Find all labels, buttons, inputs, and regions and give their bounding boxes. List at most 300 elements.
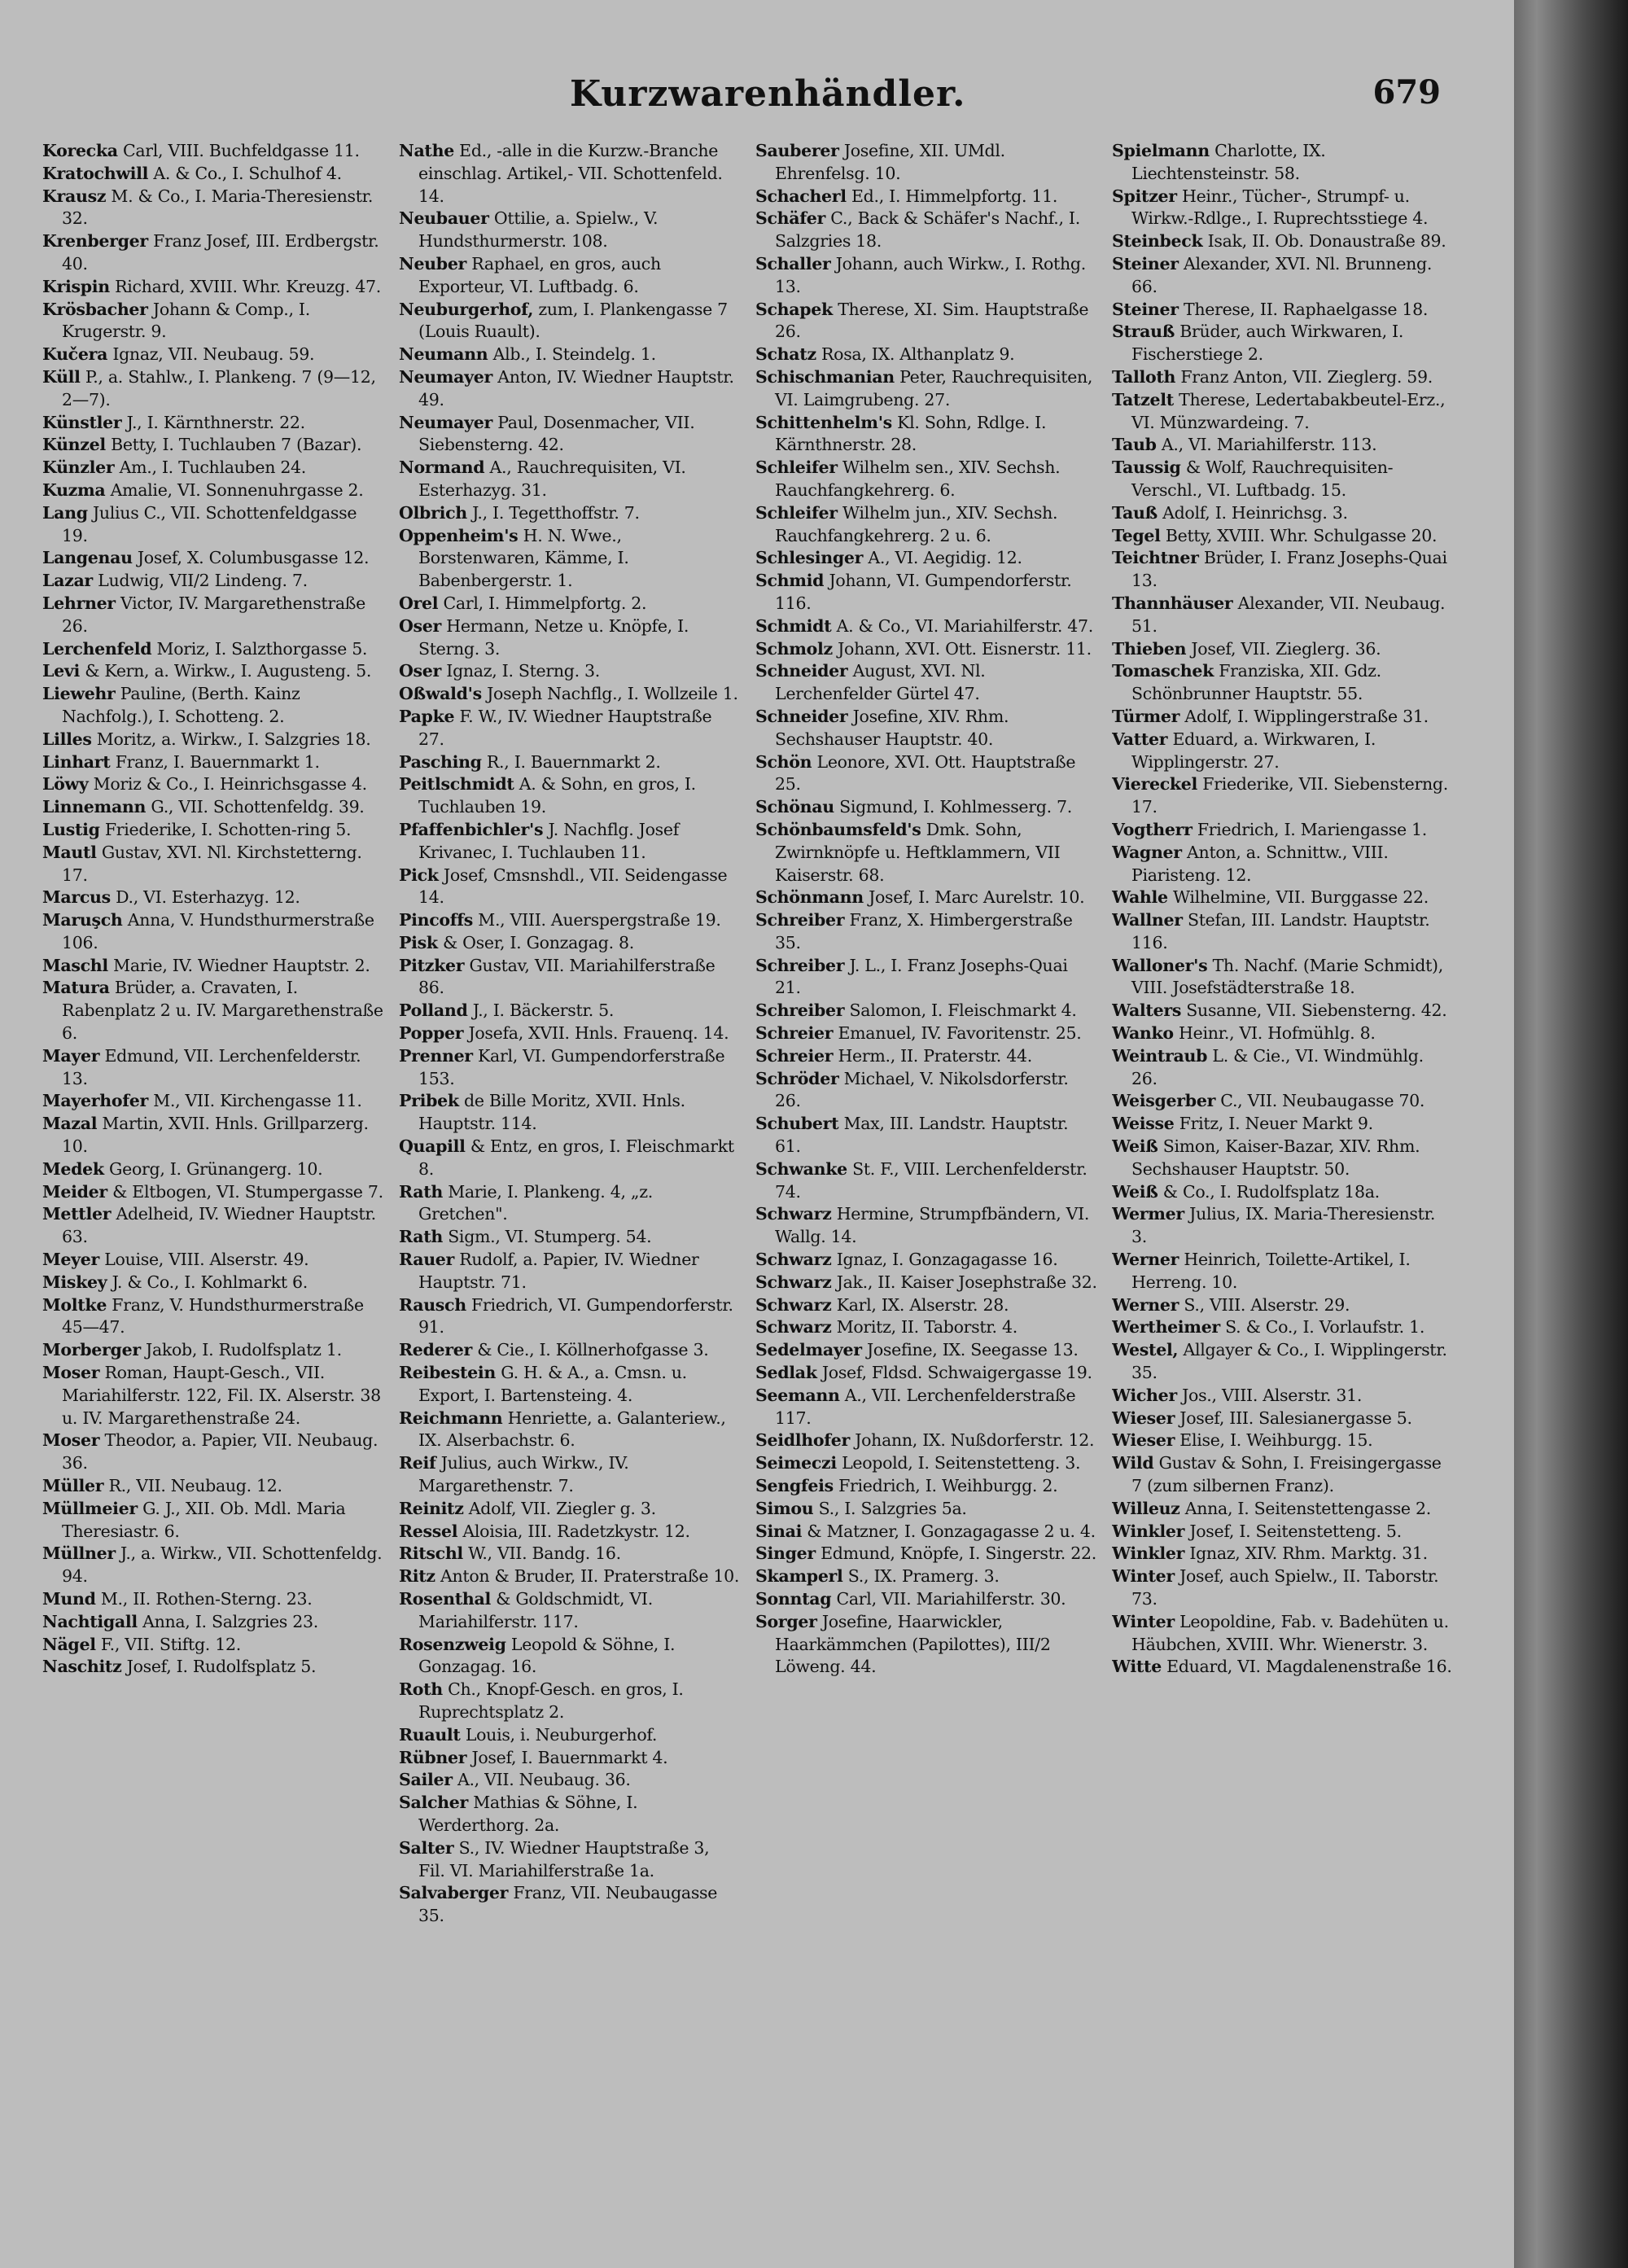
directory-entry — [755, 547, 1097, 570]
entry-details: C., VII. Neubaugasse 70. — [1220, 1091, 1425, 1111]
entry-details: Simon, Kaiser-Bazar, XIV. Rhm. Sechshauser Hauptstr. 50. — [1131, 1136, 1420, 1179]
entry-details: Carl, I. Himmelpfortg. 2. — [443, 593, 647, 613]
entry-name: Ritschl — [399, 1543, 463, 1564]
entry-name: Roth — [399, 1679, 443, 1700]
entry-name: Kučera — [42, 344, 108, 365]
directory-entry — [755, 751, 1097, 797]
entry-name: Popper — [399, 1023, 464, 1044]
entry-details: Therese, Ledertabakbeutel-Erz., VI. Münzwardeing. 7. — [1131, 389, 1446, 432]
directory-entry — [42, 1249, 384, 1272]
entry-details: C., Back & Schäfer's Nachf., I. Salzgries 18. — [775, 208, 1080, 252]
directory-entry — [42, 299, 384, 344]
entry-details: Franz, X. Himbergerstraße 35. — [775, 910, 1073, 952]
directory-entry — [755, 1452, 1097, 1475]
entry-name: Schönbaumsfeld's — [755, 819, 921, 839]
directory-entry — [1112, 1565, 1454, 1611]
entry-details: Ludwig, VII/2 Lindeng. 7. — [98, 571, 308, 591]
directory-entry — [399, 1452, 741, 1498]
entry-name: Schmolz — [755, 638, 833, 659]
directory-entry — [1112, 1408, 1454, 1430]
directory-entry — [1112, 842, 1454, 887]
entry-name: Türmer — [1112, 706, 1180, 726]
directory-entry — [42, 1430, 384, 1475]
directory-entry — [399, 593, 741, 615]
entry-details: Eduard, VI. Magdalenenstraße 16. — [1166, 1657, 1452, 1677]
entry-details: Brüder, a. Cravaten, I. Rabenplatz 2 u. IV. Margarethenstraße 6. — [62, 978, 383, 1044]
entry-details: de Bille Moritz, XVII. Hnls. Hauptstr. 114. — [418, 1091, 685, 1134]
directory-entry — [1112, 1113, 1454, 1136]
entry-details: & Co., I. Rudolfsplatz 18a. — [1162, 1181, 1380, 1202]
directory-entry — [42, 1203, 384, 1249]
directory-entry — [755, 955, 1097, 1000]
entry-name: Lang — [42, 502, 88, 523]
entry-name: Rederer — [399, 1340, 472, 1360]
entry-details: Roman, Haupt-Gesch., VII. Mariahilferstr. 122, Fil. IX. Alserstr. 38 u. IV. Margarethenstraße 24. — [62, 1363, 381, 1428]
entry-details: Moritz, II. Taborstr. 4. — [836, 1317, 1017, 1338]
directory-entry — [755, 887, 1097, 909]
entry-name: Wermer — [1112, 1204, 1184, 1224]
directory-entry — [42, 230, 384, 276]
directory-entry — [1112, 457, 1454, 502]
directory-entry — [1112, 1521, 1454, 1543]
entry-details: Ignaz, I. Sterng. 3. — [446, 661, 601, 681]
entry-name: Liewehr — [42, 684, 116, 704]
entry-details: Victor, IV. Margarethenstraße 26. — [62, 593, 365, 636]
entry-details: H. N. Wwe., Borstenwaren, Kämme, I. Babenbergerstr. 1. — [418, 525, 629, 591]
entry-details: J., I. Bäckerstr. 5. — [472, 1000, 615, 1021]
directory-entry — [1112, 1045, 1454, 1091]
directory-entry — [42, 1634, 384, 1657]
entry-name: Simou — [755, 1498, 814, 1518]
directory-entry — [1112, 502, 1454, 525]
directory-entry — [399, 299, 741, 344]
page-header — [0, 73, 1465, 130]
entry-details: Anton, IV. Wiedner Hauptstr. 49. — [418, 366, 734, 409]
entry-name: Oser — [399, 615, 442, 636]
entry-name: Müller — [42, 1476, 104, 1496]
entry-details: Friedrich, I. Mariengasse 1. — [1197, 819, 1428, 839]
entry-name: Schleifer — [755, 458, 838, 478]
entry-name: Westel, — [1112, 1340, 1179, 1360]
directory-entry — [755, 1611, 1097, 1679]
entry-name: Krispin — [42, 276, 110, 296]
entry-name: Krausz — [42, 186, 107, 206]
entry-name: Mazal — [42, 1114, 98, 1134]
entry-details: Hermine, Strumpfbändern, VI. Wallg. 14. — [775, 1204, 1090, 1247]
entry-details: A. & Co., VI. Mariahilferstr. 47. — [836, 615, 1094, 636]
directory-entry — [399, 140, 741, 208]
entry-name: Langenau — [42, 548, 133, 568]
directory-entry — [755, 1045, 1097, 1068]
entry-details: Julius, IX. Maria-Theresienstr. 3. — [1131, 1204, 1436, 1247]
directory-entry — [399, 1882, 741, 1928]
entry-name: Skamperl — [755, 1566, 843, 1587]
directory-entry — [1112, 729, 1454, 774]
entry-name: Schwarz — [755, 1250, 832, 1270]
entry-name: Steinbeck — [1112, 231, 1203, 252]
entry-details: A., VI. Mariahilferstr. 113. — [1161, 435, 1377, 455]
directory-entry — [1112, 1656, 1454, 1679]
entry-details: Wilhelm jun., XIV. Sechsh. Rauchfangkehrerg. 2 u. 6. — [775, 502, 1058, 545]
entry-details: Ignaz, VII. Neubaug. 59. — [112, 344, 315, 365]
directory-entry — [399, 1521, 741, 1543]
entry-name: Witte — [1112, 1657, 1162, 1677]
directory-entry — [1112, 955, 1454, 1000]
entry-name: Neumayer — [399, 366, 493, 387]
entry-details: Alexander, XVI. Nl. Brunneng. 66. — [1131, 253, 1433, 296]
directory-entry — [1112, 1181, 1454, 1204]
entry-name: Marcus — [42, 887, 111, 908]
entry-details: Heinr., Tücher-, Strumpf- u. Wirkw.-Rdlge., I. Ruprechtsstiege 4. — [1131, 186, 1429, 229]
directory-entry — [755, 660, 1097, 706]
directory-entry — [42, 1294, 384, 1340]
entry-name: Ressel — [399, 1521, 458, 1541]
entry-name: Schlesinger — [755, 548, 864, 568]
column-4 — [1112, 140, 1454, 2248]
directory-entry — [399, 1747, 741, 1770]
entry-name: Sauberer — [755, 141, 839, 160]
directory-entry — [1112, 525, 1454, 548]
entry-details: Franz, V. Hundsthurmerstraße 45—47. — [62, 1294, 364, 1338]
entry-name: Normand — [399, 458, 485, 478]
directory-entry — [42, 593, 384, 638]
entry-details: Josefine, XII. UMdl. Ehrenfelsg. 10. — [775, 141, 1005, 183]
entry-details: Am., I. Tuchlauben 24. — [119, 458, 307, 478]
directory-entry — [42, 1475, 384, 1498]
entry-name: Papke — [399, 706, 455, 726]
directory-entry — [42, 344, 384, 366]
entry-name: Medek — [42, 1158, 104, 1179]
entry-name: Schönmann — [755, 887, 864, 908]
directory-entry — [42, 1158, 384, 1181]
entry-details: Louis, i. Neuburgerhof. — [465, 1724, 658, 1745]
entry-details: Raphael, en gros, auch Exporteur, VI. Luftbadg. 6. — [418, 253, 661, 296]
directory-entry — [755, 1022, 1097, 1045]
entry-details: Josef, auch Spielw., II. Taborstr. 73. — [1131, 1566, 1439, 1609]
entry-details: Rosa, IX. Althanplatz 9. — [821, 344, 1015, 365]
directory-entry — [755, 638, 1097, 661]
entry-details: Karl, VI. Gumpendorferstraße 153. — [418, 1045, 725, 1088]
entry-details: S., VIII. Alserstr. 29. — [1184, 1294, 1350, 1315]
directory-entry — [399, 1000, 741, 1022]
entry-details: Brüder, auch Wirkwaren, I. Fischerstiege 2. — [1131, 322, 1404, 365]
entry-details: Anna, I. Salzgries 23. — [142, 1611, 318, 1631]
directory-entry — [755, 1475, 1097, 1498]
directory-entry — [755, 1339, 1097, 1362]
directory-entry — [399, 253, 741, 299]
directory-entry — [42, 683, 384, 729]
directory-entry — [399, 955, 741, 1000]
entry-name: Nachtigall — [42, 1611, 138, 1631]
entry-details: & Goldschmidt, VI. Mariahilferstr. 117. — [418, 1589, 653, 1631]
directory-entry — [399, 1679, 741, 1724]
entry-details: Julius C., VII. Schottenfeldgasse 19. — [62, 502, 357, 545]
directory-entry — [42, 819, 384, 842]
directory-entry — [399, 525, 741, 593]
entry-details: Josefine, IX. Seegasse 13. — [866, 1340, 1079, 1360]
entry-name: Küll — [42, 366, 81, 387]
entry-name: Pick — [399, 865, 439, 885]
directory-entry — [1112, 434, 1454, 457]
directory-entry — [1112, 140, 1454, 186]
directory-entry — [399, 412, 741, 458]
entry-details: & Wolf, Rauchrequisiten-Verschl., VI. Luftbadg. 15. — [1131, 458, 1394, 500]
entry-name: Werner — [1112, 1250, 1179, 1270]
directory-entry — [1112, 321, 1454, 366]
entry-details: Hermann, Netze u. Knöpfe, I. Sterng. 3. — [418, 615, 689, 659]
entry-details: Marie, IV. Wiedner Hauptstr. 2. — [113, 955, 370, 975]
directory-entry — [399, 615, 741, 661]
directory-entry — [399, 1022, 741, 1045]
entry-details: M., II. Rothen-Sterng. 23. — [100, 1589, 313, 1609]
entry-name: Spielmann — [1112, 141, 1210, 160]
entry-details: Michael, V. Nikolsdorferstr. 26. — [775, 1068, 1069, 1111]
directory-entry — [1112, 660, 1454, 706]
entry-name: Tomaschek — [1112, 661, 1214, 681]
entry-details: A., VII. Lerchenfelderstraße 117. — [775, 1385, 1076, 1428]
entry-details: Anton, a. Schnittw., VIII. Piaristeng. 12. — [1131, 842, 1389, 885]
directory-entry — [1112, 1294, 1454, 1317]
entry-name: Talloth — [1112, 366, 1176, 387]
entry-name: Mayer — [42, 1045, 100, 1066]
entry-name: Schönau — [755, 797, 834, 817]
directory-entry — [42, 977, 384, 1044]
entry-details: R., VII. Neubaug. 12. — [108, 1476, 282, 1496]
directory-entry — [755, 253, 1097, 299]
directory-entry — [399, 366, 741, 412]
entry-details: S., IX. Pramerg. 3. — [847, 1566, 1000, 1587]
directory-entry — [1112, 1316, 1454, 1339]
entry-name: Schwarz — [755, 1317, 832, 1338]
directory-entry — [1112, 230, 1454, 253]
entry-details: P., a. Stahlw., I. Plankeng. 7 (9—12, 2—7). — [62, 366, 376, 409]
entry-name: Pfaffenbichler's — [399, 819, 544, 839]
entry-name: Ritz — [399, 1566, 435, 1587]
entry-name: Moser — [42, 1363, 100, 1383]
directory-entry — [42, 479, 384, 502]
directory-entry — [755, 299, 1097, 344]
entry-details: & Kern, a. Wirkw., I. Augusteng. 5. — [85, 661, 372, 681]
directory-entry — [1112, 638, 1454, 661]
directory-entry — [1112, 1452, 1454, 1498]
directory-entry — [42, 887, 384, 909]
entry-details: Josef, I. Seitenstetteng. 5. — [1189, 1521, 1402, 1541]
entry-details: Josefa, XVII. Hnls. Frauenq. 14. — [468, 1023, 729, 1044]
entry-name: Prenner — [399, 1045, 473, 1066]
entry-name: Rübner — [399, 1747, 467, 1767]
directory-entry — [755, 1249, 1097, 1272]
entry-details: Ignaz, I. Gonzagagasse 16. — [836, 1250, 1058, 1270]
entry-name: Schleifer — [755, 502, 838, 523]
entry-name: Linnemann — [42, 797, 147, 817]
entry-name: Reinitz — [399, 1498, 464, 1518]
entry-details: Leonore, XVI. Ott. Hauptstraße 25. — [775, 751, 1076, 795]
entry-name: Rath — [399, 1181, 443, 1202]
entry-details: A., Rauchrequisiten, VI. Esterhazyg. 31. — [418, 458, 686, 500]
page-title: Kurzwarenhändler. — [570, 73, 966, 115]
entry-name: Weisse — [1112, 1114, 1175, 1134]
entry-details: Jos., VIII. Alserstr. 31. — [1182, 1385, 1363, 1405]
directory-entry — [399, 1136, 741, 1181]
directory-entry — [399, 1226, 741, 1249]
directory-entry — [1112, 1090, 1454, 1113]
entry-details: Adolf, I. Heinrichsg. 3. — [1162, 502, 1348, 523]
entry-name: Seemann — [755, 1385, 840, 1405]
directory-entry — [755, 796, 1097, 819]
directory-entry — [1112, 1136, 1454, 1181]
entry-name: Wanko — [1112, 1023, 1174, 1044]
entry-details: Josefine, Haarwickler, Haarkämmchen (Papilottes), III/2 Löweng. 44. — [775, 1611, 1051, 1677]
entry-name: Mettler — [42, 1204, 112, 1224]
directory-entry — [755, 1362, 1097, 1385]
directory-entry — [755, 1158, 1097, 1204]
directory-entry — [399, 1362, 741, 1408]
entry-name: Schwarz — [755, 1272, 832, 1292]
entry-name: Seidlhofer — [755, 1430, 850, 1451]
directory-entry — [399, 1408, 741, 1453]
entry-name: Winkler — [1112, 1543, 1185, 1564]
directory-entry — [755, 1588, 1097, 1611]
directory-entry — [42, 1181, 384, 1204]
entry-name: Salter — [399, 1837, 454, 1858]
directory-entry — [399, 208, 741, 253]
entry-details: Gustav & Sohn, I. Freisingergasse 7 (zum silbernen Franz). — [1131, 1453, 1442, 1496]
directory-entry — [755, 1113, 1097, 1158]
directory-entry — [42, 1113, 384, 1158]
entry-details: St. F., VIII. Lerchenfelderstr. 74. — [775, 1158, 1088, 1202]
directory-entry — [755, 1543, 1097, 1565]
page-number: 679 — [1372, 73, 1441, 112]
directory-entry — [42, 1090, 384, 1113]
entry-details: Susanne, VII. Siebensterng. 42. — [1186, 1000, 1447, 1021]
entry-name: Miskey — [42, 1272, 107, 1292]
entry-name: Wagner — [1112, 842, 1182, 862]
directory-entry — [399, 751, 741, 774]
entry-name: Tauß — [1112, 502, 1158, 523]
entry-name: Orel — [399, 593, 439, 613]
entry-name: Singer — [755, 1543, 816, 1564]
entry-name: Lazar — [42, 571, 93, 591]
directory-entry — [1112, 773, 1454, 819]
directory-entry — [1112, 186, 1454, 231]
directory-entry — [399, 1498, 741, 1521]
entry-name: Salvaberger — [399, 1883, 509, 1903]
entry-name: Schapek — [755, 299, 833, 319]
directory-entry — [1112, 1498, 1454, 1521]
entry-details: J. Nachflg. Josef Krivanec, I. Tuchlauben 11. — [418, 819, 679, 862]
entry-name: Schmidt — [755, 615, 832, 636]
entry-details: Edmund, Knöpfe, I. Singerstr. 22. — [821, 1543, 1096, 1564]
entry-name: Steiner — [1112, 253, 1179, 274]
entry-details: Josef, X. Columbusgasse 12. — [137, 548, 370, 568]
entry-name: Lilles — [42, 729, 92, 749]
entry-details: Moriz, I. Salzthorgasse 5. — [156, 638, 368, 659]
entry-name: Wieser — [1112, 1430, 1175, 1451]
entry-details: Ed., -alle in die Kurzw.-Branche einschlag. Artikel,- VII. Schottenfeld. 14. — [418, 141, 723, 206]
entry-details: Carl, VII. Mariahilferstr. 30. — [836, 1589, 1066, 1609]
directory-entry — [42, 276, 384, 299]
directory-entry — [42, 1339, 384, 1362]
entry-name: Sinai — [755, 1521, 803, 1541]
entry-name: Tegel — [1112, 525, 1161, 545]
entry-details: Friederike, VII. Siebensterng. 17. — [1131, 774, 1448, 817]
directory-entry — [399, 1565, 741, 1588]
entry-details: M., VIII. Auerspergstraße 19. — [478, 910, 721, 930]
directory-entry — [755, 140, 1097, 186]
directory-entry — [42, 186, 384, 231]
directory-entry — [399, 865, 741, 910]
entry-name: Schäfer — [755, 208, 826, 229]
directory-entry — [1112, 593, 1454, 638]
entry-name: Schröder — [755, 1068, 839, 1088]
entry-name: Lerchenfeld — [42, 638, 152, 659]
entry-details: Amalie, VI. Sonnenuhrgasse 2. — [110, 479, 364, 500]
directory-entry — [399, 1543, 741, 1565]
entry-name: Künzel — [42, 435, 106, 455]
directory-entry — [42, 660, 384, 683]
directory-entry — [755, 502, 1097, 548]
directory-entry — [755, 1565, 1097, 1588]
entry-details: Salomon, I. Fleischmarkt 4. — [849, 1000, 1077, 1021]
entry-details: Karl, IX. Alserstr. 28. — [836, 1294, 1009, 1315]
entry-name: Schubert — [755, 1114, 839, 1134]
directory-entry — [1112, 1249, 1454, 1294]
directory-entry — [399, 502, 741, 525]
entry-name: Linhart — [42, 751, 111, 772]
entry-details: Edmund, VII. Lerchenfelderstr. 13. — [62, 1045, 361, 1088]
entry-details: F., VII. Stiftg. 12. — [100, 1634, 241, 1654]
entry-name: Pincoffs — [399, 910, 474, 930]
entry-details: A. & Sohn, en gros, I. Tuchlauben 19. — [418, 774, 696, 817]
directory-entry — [1112, 1022, 1454, 1045]
entry-name: Teichtner — [1112, 548, 1199, 568]
entry-details: J. & Co., I. Kohlmarkt 6. — [112, 1272, 308, 1292]
entry-details: Fritz, I. Neuer Markt 9. — [1179, 1114, 1373, 1134]
entry-name: Kratochwill — [42, 163, 149, 183]
entry-details: Johann, VI. Gumpendorferstr. 116. — [775, 571, 1072, 613]
entry-name: Korecka — [42, 141, 118, 160]
directory-entry — [42, 1611, 384, 1634]
entry-name: Lehrner — [42, 593, 116, 613]
entry-details: Therese, II. Raphaelgasse 18. — [1183, 299, 1429, 319]
entry-name: Walters — [1112, 1000, 1182, 1021]
entry-details: Adelheid, IV. Wiedner Hauptstr. 63. — [62, 1204, 376, 1247]
entry-name: Spitzer — [1112, 186, 1177, 206]
entry-name: Neubauer — [399, 208, 489, 229]
directory-entry — [42, 412, 384, 435]
entry-details: Franz Anton, VII. Zieglerg. 59. — [1180, 366, 1433, 387]
directory-entry — [755, 412, 1097, 458]
entry-details: Gustav, XVI. Nl. Kirchstetterng. 17. — [62, 842, 362, 885]
entry-details: J., I. Tegetthoffstr. 7. — [472, 502, 640, 523]
directory-entry — [755, 186, 1097, 208]
entry-details: Max, III. Landstr. Hauptstr. 61. — [775, 1114, 1069, 1157]
entry-name: Taussig — [1112, 458, 1181, 478]
entry-details: Ignaz, XIV. Rhm. Marktg. 31. — [1189, 1543, 1428, 1564]
entry-details: Franz, I. Bauernmarkt 1. — [115, 751, 320, 772]
entry-details: L. & Cie., VI. Windmühlg. 26. — [1131, 1045, 1424, 1088]
directory-entry — [399, 1090, 741, 1136]
entry-details: & Oser, I. Gonzagag. 8. — [442, 932, 635, 952]
directory-entry — [42, 842, 384, 887]
entry-name: Wild — [1112, 1453, 1154, 1473]
entry-details: Friedrich, I. Weihburgg. 2. — [838, 1476, 1058, 1496]
column-1 — [42, 140, 384, 2248]
entry-name: Wahle — [1112, 887, 1168, 908]
entry-name: Polland — [399, 1000, 468, 1021]
entry-name: Matura — [42, 978, 110, 998]
entry-details: G. H. & A., a. Cmsn. u. Export, I. Bartensteing. 4. — [418, 1363, 687, 1405]
